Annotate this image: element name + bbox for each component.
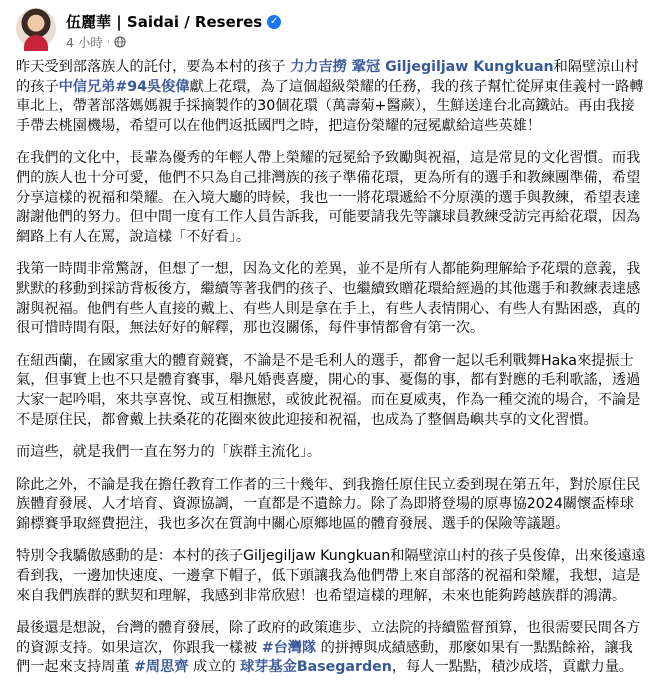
globe-icon[interactable] <box>114 36 126 48</box>
post-paragraph <box>16 352 646 430</box>
post-paragraph <box>16 149 646 247</box>
post-text: 特別令我驕傲感動的是：本村的孩子Giljegiljaw Kungkuan和隔壁涼山村的孩子吳俊偉，出來後遠遠看到我，一邊加快速度、一邊拿下帽子，低下頭讓我為他們帶上來自部落的祝福和榮耀，我想，這是來自我們族群的默契和理解，我感到非常欣慰！也希望這樣的理解，未來也能夠跨越族群的鴻溝。 <box>16 548 646 604</box>
post-meta <box>66 33 126 51</box>
author-name-row <box>66 11 281 32</box>
post-link[interactable]: #台灣隊 <box>261 639 317 656</box>
post-text: 成立的 <box>188 659 241 676</box>
post-link[interactable]: #周思齊 <box>134 659 189 676</box>
post-body <box>16 58 646 691</box>
post-paragraph <box>16 476 646 535</box>
post-text: 而這些，就是我們一直在努力的「族群主流化」。 <box>16 444 322 461</box>
author-name[interactable]: 伍麗華 | Saidai / Reseres <box>66 13 263 31</box>
author-avatar[interactable] <box>16 8 56 48</box>
post-text: 在我們的文化中，長輩為優秀的年輕人帶上榮耀的冠冕給予致勵與祝福，這是常見的文化習慣。而我們的族人也十分可愛，他們不只為自己排灣族的孩子準備花環，更為所有的選手和教練團準備，希望分享這樣的祝福和榮耀。在入境大廳的時候，我也一一將花環遞給不分原漢的選手與教練，希望表達謝謝他們的努力。但中間一度有工作人員告訴我，可能要請我先等讓球員教練受訪完再給花環，因為網路上有人在罵，說這樣「不好看」。 <box>16 150 641 245</box>
post-paragraph <box>16 58 646 136</box>
post-paragraph <box>16 547 646 606</box>
post-text: 和隔壁涼山村的孩子 <box>16 59 639 95</box>
post-link[interactable]: 球芽基金Basegarden <box>240 659 392 676</box>
post-link[interactable]: 力力吉撈 鞏冠 Giljegiljaw Kungkuan <box>290 59 554 75</box>
meta-separator: · <box>106 36 111 48</box>
post-text: 最後還是想說，台灣的體育發展，除了政府的政策進步、立法院的持續監督預算，也很需要民間各方的資源支持。如果這次，你跟我一樣被 <box>16 620 641 656</box>
post-timestamp[interactable]: 4 小時 <box>66 35 103 50</box>
post-header <box>16 8 646 54</box>
post-paragraph <box>16 619 646 678</box>
post-text: 昨天受到部落族人的託付，要為本村的孩子 <box>16 59 291 75</box>
post-text: 我第一時間非常驚訝，但想了一想，因為文化的差異，並不是所有人都能夠理解給予花環的意義，我默默的移動到採訪背板後方，繼續等著我們的孩子、也繼續致贈花環給經過的其他選手和教練表達感謝與祝福。他們有些人直接的戴上、有些人則是拿在手上，有些人表情開心、有些人有點困惑，真的很可惜時間有限，無法好好的解釋，那也沒關係，每件事情都會有第一次。 <box>16 261 641 337</box>
post-text: 獻上花環，為了這個超級榮耀的任務，我的孩子幫忙從屏東佳義村一路轉車北上，帶著部落媽媽親手採摘製作的30個花環（萬壽菊+醫蕨），生鮮送達台北高鐵站。再由我接手帶去桃園機場，希望可以在他們返抵國門之時，把這份榮耀的冠冕獻給這些英雄！ <box>16 78 644 134</box>
verified-badge-icon: ✓ <box>267 15 281 29</box>
post-text: ，每人一點點，積沙成塔，貢獻力量。 <box>391 659 634 676</box>
post-paragraph <box>16 443 646 463</box>
post-paragraph <box>16 260 646 338</box>
post-text: 的拼搏與成績感動，那麼如果有一點點餘裕，讓我們一起來支持周董 <box>16 639 633 676</box>
post-text: 在紐西蘭，在國家重大的體育競賽，不論是不是毛利人的選手，都會一起以毛利戰舞Haka來提振士氣，但事實上也不只是體育賽事，舉凡婚喪喜慶，開心的事、憂傷的事，都有對應的毛利歌謠，透過大家一起吟唱，來共享喜悅、或互相撫慰，或彼此祝福。而在夏威夷，作為一種交流的場合，不論是不是原住民，都會戴上扶桑花的花圈來彼此迎接和祝福，也成為了整個島嶼共享的文化習慣。 <box>16 352 641 428</box>
post-text: 除此之外，不論是我在擔任教育工作者的三十幾年、到我擔任原住民立委到現在第五年，對於原住民族體育發展、人才培育、資源協調，一直都是不遺餘力。除了為即將登場的原專協2024關懷盃棒球錦標賽爭取經費挹注，我也多次在質詢中關心原鄉地區的體育發展、選手的保險等議題。 <box>16 476 641 532</box>
post-link[interactable]: 中信兄弟#94吳俊偉 <box>58 78 190 95</box>
